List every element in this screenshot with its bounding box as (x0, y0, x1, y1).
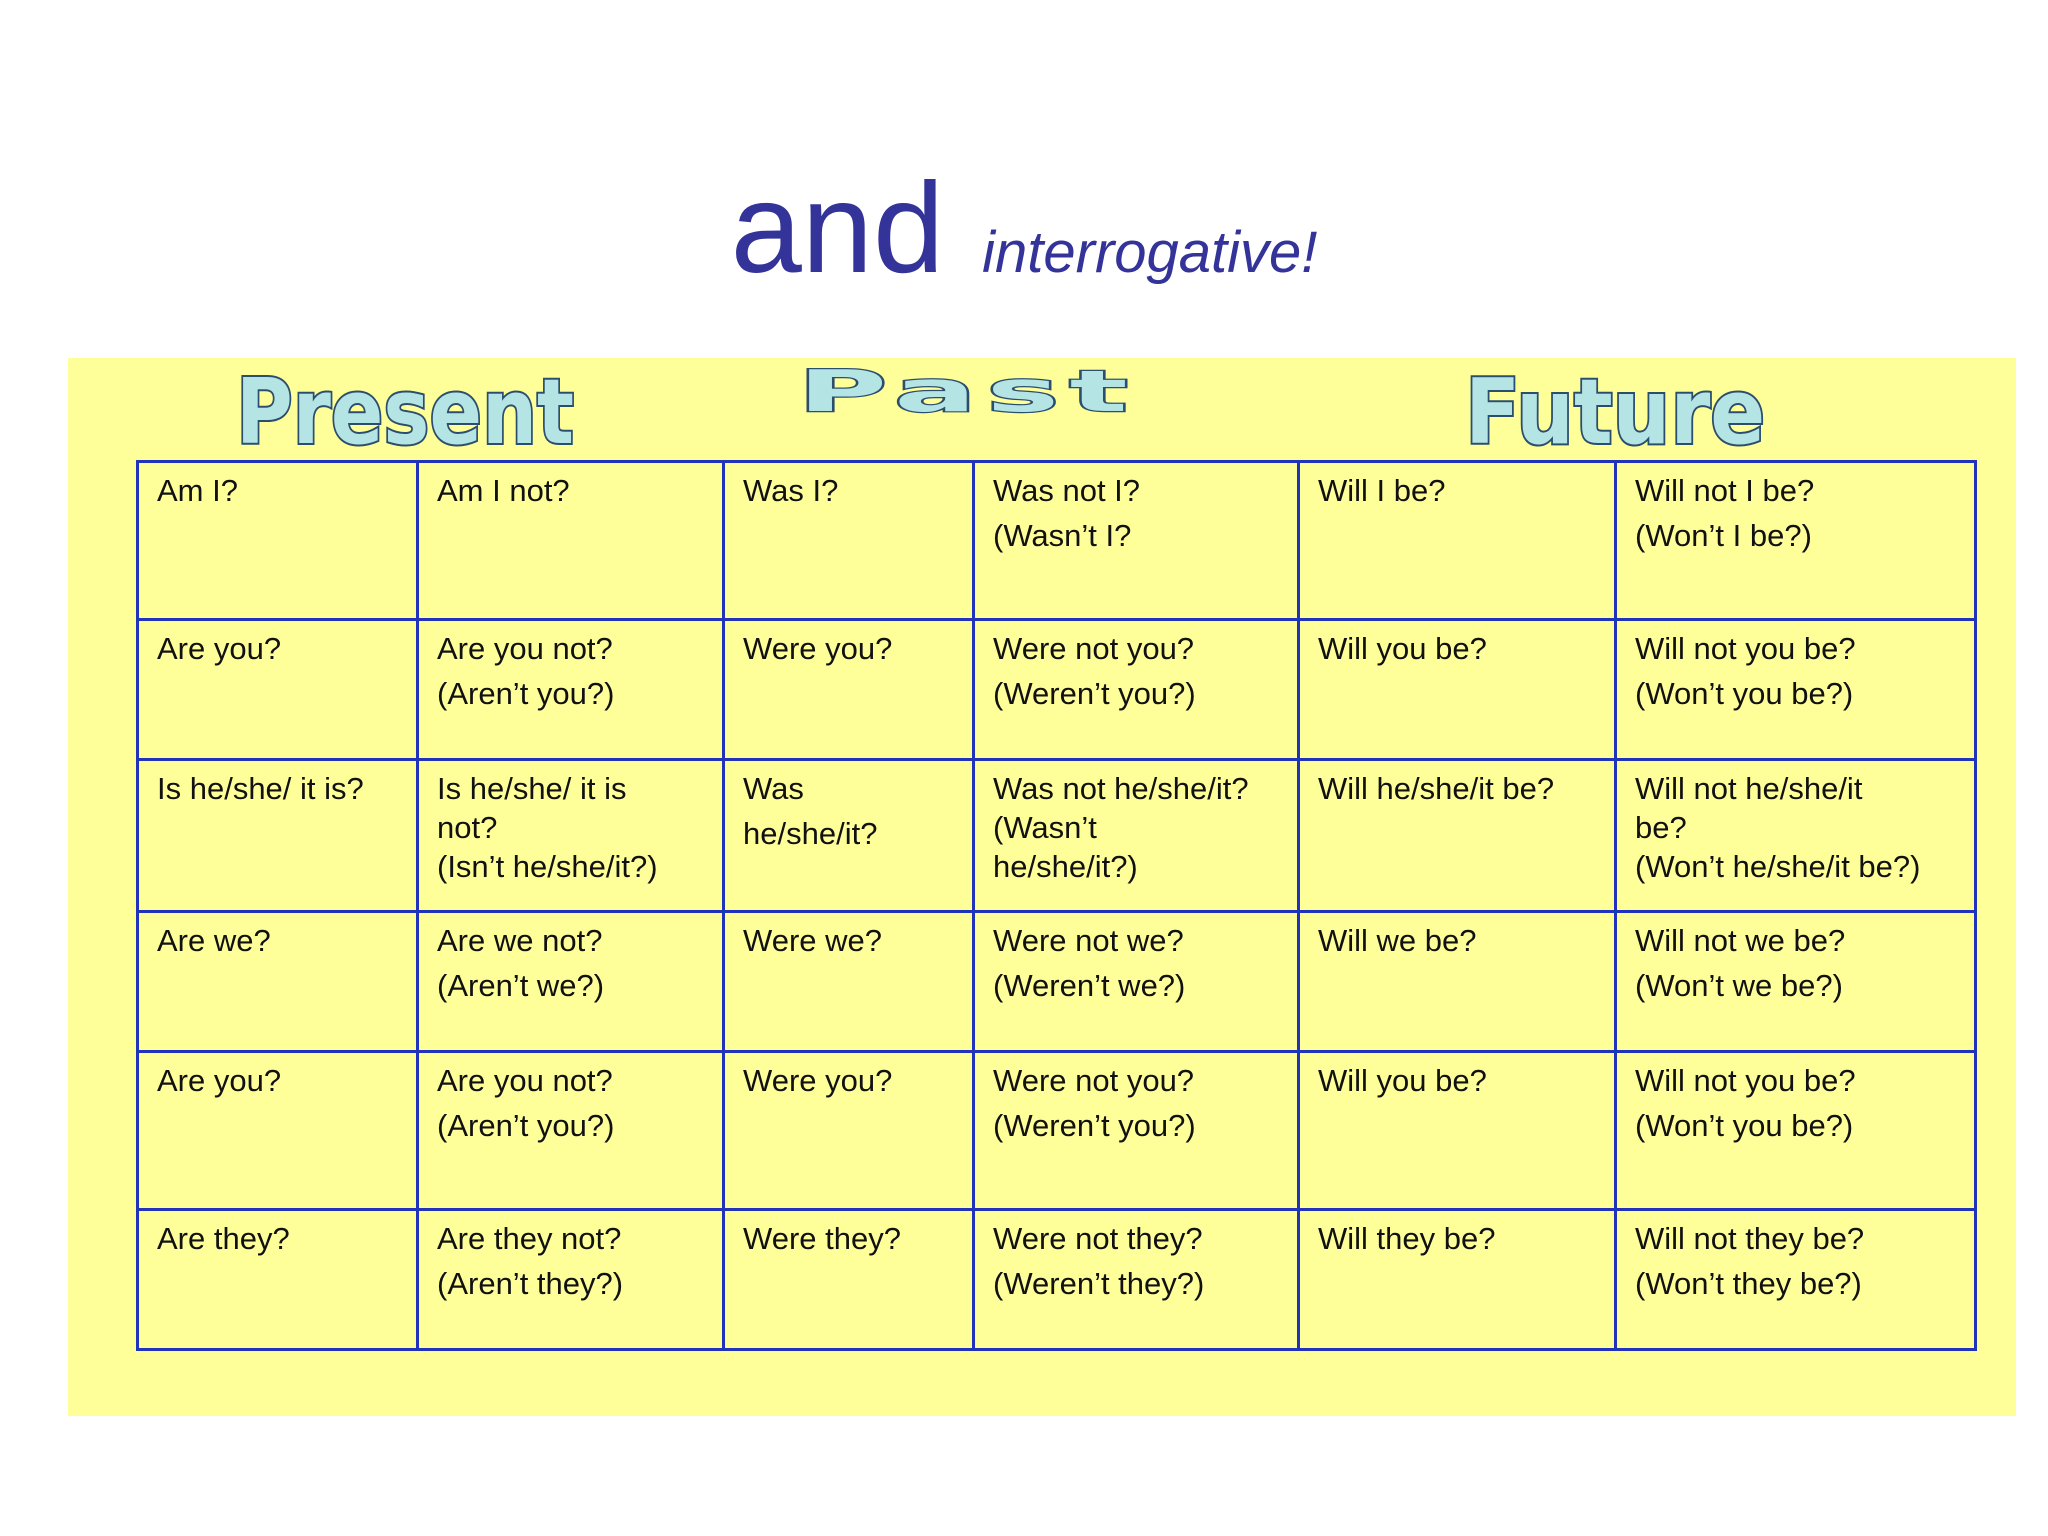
cell-text: Was (743, 771, 804, 806)
cell-text: Are you? (157, 1063, 282, 1098)
table-row (138, 620, 1976, 760)
table-cell-future-affirm-q (1299, 462, 1616, 620)
table-cell-present-neg-q (418, 620, 724, 760)
table-row (138, 1210, 1976, 1350)
heading-present: Present (236, 360, 575, 465)
cell-text: he/she/it? (743, 816, 878, 851)
cell-text: (Wasn’t I? (993, 518, 1132, 553)
cell-text: Is he/she/ it is? (157, 771, 364, 806)
table-cell-present-affirm-q (138, 912, 418, 1052)
cell-text: (Aren’t you?) (437, 1108, 615, 1143)
cell-text: Will not he/she/it (1635, 771, 1863, 806)
table-cell-present-affirm-q (138, 1052, 418, 1210)
table-cell-past-neg-q (974, 912, 1299, 1052)
cell-text: Will not you be? (1635, 631, 1856, 666)
cell-text: (Isn’t he/she/it?) (437, 849, 658, 884)
cell-text: Was not I? (993, 473, 1141, 508)
cell-text: Will you be? (1318, 631, 1487, 666)
table-cell-present-neg-q (418, 1210, 724, 1350)
cell-text: (Won’t we be?) (1635, 968, 1843, 1003)
table-row (138, 462, 1976, 620)
table-cell-future-neg-q (1616, 620, 1976, 760)
table-cell-future-affirm-q (1299, 760, 1616, 912)
table-cell-past-neg-q (974, 1210, 1299, 1350)
table-cell-present-neg-q (418, 1052, 724, 1210)
cell-text: (Aren’t they?) (437, 1266, 624, 1301)
table-cell-past-affirm-q (724, 1052, 974, 1210)
cell-text: Were they? (743, 1221, 901, 1256)
title-sub-text: interrogative! (982, 220, 1318, 285)
cell-text: Am I? (157, 473, 238, 508)
cell-text: Is he/she/ it is (437, 771, 627, 806)
table-cell-past-neg-q (974, 620, 1299, 760)
table-cell-present-affirm-q (138, 620, 418, 760)
table-cell-future-neg-q (1616, 462, 1976, 620)
table-cell-future-affirm-q (1299, 912, 1616, 1052)
cell-text: (Won’t I be?) (1635, 518, 1812, 553)
cell-text: (Weren’t they?) (993, 1266, 1205, 1301)
cell-text: Are they? (157, 1221, 290, 1256)
table-cell-past-affirm-q (724, 620, 974, 760)
table-cell-present-neg-q (418, 462, 724, 620)
table-cell-present-affirm-q (138, 462, 418, 620)
cell-text: (Weren’t you?) (993, 676, 1196, 711)
table-cell-future-neg-q (1616, 760, 1976, 912)
cell-text: Were not you? (993, 1063, 1195, 1098)
cell-text: Are they not? (437, 1221, 622, 1256)
table-cell-past-affirm-q (724, 462, 974, 620)
cell-text: Are you? (157, 631, 282, 666)
table-row (138, 912, 1976, 1052)
cell-text: (Won’t they be?) (1635, 1266, 1862, 1301)
cell-text: Will we be? (1318, 923, 1477, 958)
cell-text: Are you not? (437, 631, 613, 666)
cell-text: (Weren’t you?) (993, 1108, 1196, 1143)
cell-text: Will not you be? (1635, 1063, 1856, 1098)
cell-text: Are we not? (437, 923, 603, 958)
table-cell-past-affirm-q (724, 1210, 974, 1350)
cell-text: Were not you? (993, 631, 1195, 666)
cell-text: Were not they? (993, 1221, 1203, 1256)
cell-text: (Won’t you be?) (1635, 676, 1854, 711)
table-cell-present-affirm-q (138, 1210, 418, 1350)
slide-title (0, 157, 2048, 300)
cell-text: (Won’t you be?) (1635, 1108, 1854, 1143)
cell-text: (Aren’t we?) (437, 968, 605, 1003)
table-cell-future-neg-q (1616, 1210, 1976, 1350)
table-cell-past-affirm-q (724, 760, 974, 912)
cell-text: Will you be? (1318, 1063, 1487, 1098)
cell-text: (Wasn’t (993, 810, 1097, 845)
table-cell-future-affirm-q (1299, 1052, 1616, 1210)
table-cell-past-neg-q (974, 462, 1299, 620)
cell-text: Will he/she/it be? (1318, 771, 1555, 806)
cell-text: Was not he/she/it? (993, 771, 1249, 806)
table-cell-future-affirm-q (1299, 620, 1616, 760)
cell-text: Will I be? (1318, 473, 1446, 508)
title-main-text: and (730, 157, 945, 300)
table-cell-future-neg-q (1616, 1052, 1976, 1210)
cell-text: Will not they be? (1635, 1221, 1865, 1256)
cell-text: not? (437, 810, 498, 845)
table-row (138, 1052, 1976, 1210)
cell-text: Are we? (157, 923, 271, 958)
cell-text: (Weren’t we?) (993, 968, 1186, 1003)
cell-text: Will not I be? (1635, 473, 1815, 508)
cell-text: Am I not? (437, 473, 570, 508)
cell-text: he/she/it?) (993, 849, 1138, 884)
table-cell-future-affirm-q (1299, 1210, 1616, 1350)
cell-text: (Won’t he/she/it be?) (1635, 849, 1921, 884)
cell-text: be? (1635, 810, 1687, 845)
table-cell-present-neg-q (418, 760, 724, 912)
table-row (138, 760, 1976, 912)
cell-text: (Aren’t you?) (437, 676, 615, 711)
cell-text: Was I? (743, 473, 839, 508)
table-cell-present-neg-q (418, 912, 724, 1052)
cell-text: Are you not? (437, 1063, 613, 1098)
heading-future: Future (1465, 360, 1766, 465)
interrogative-table (136, 460, 1977, 1351)
table-cell-past-affirm-q (724, 912, 974, 1052)
table-cell-future-neg-q (1616, 912, 1976, 1052)
heading-past: Past (798, 358, 1139, 425)
table-cell-past-neg-q (974, 1052, 1299, 1210)
cell-text: Will not we be? (1635, 923, 1846, 958)
table-cell-present-affirm-q (138, 760, 418, 912)
cell-text: Were not we? (993, 923, 1184, 958)
cell-text: Were you? (743, 631, 893, 666)
cell-text: Were we? (743, 923, 882, 958)
table-cell-past-neg-q (974, 760, 1299, 912)
cell-text: Will they be? (1318, 1221, 1496, 1256)
cell-text: Were you? (743, 1063, 893, 1098)
